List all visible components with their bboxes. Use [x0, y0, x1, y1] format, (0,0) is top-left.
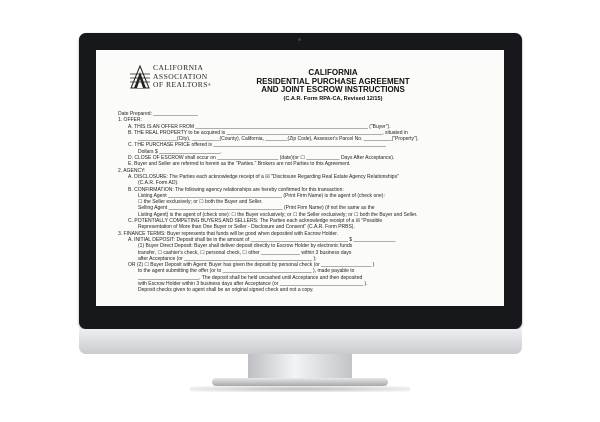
title-line-2: RESIDENTIAL PURCHASE AGREEMENT	[256, 76, 410, 86]
stand-shadow	[190, 386, 410, 392]
document-line: Deposit checks given to agent shall be an original signed check and not a copy.	[138, 287, 314, 294]
document-line: 2. AGENCY:	[118, 167, 146, 174]
webcam-dot	[298, 38, 301, 41]
car-logo-emblem-icon	[129, 64, 151, 90]
document-line: Selling Agent _________________________________________ (Print Firm Name) (if not the same as the	[138, 205, 375, 212]
document-line: after Acceptance (or ______________________________________________ );	[138, 255, 317, 262]
document-line: D. CLOSE OF ESCROW shall occur on ______________________ (date)(or ☐ ____________ Days After Acceptance).	[128, 155, 395, 162]
logo-line-3: OF REALTORS®	[153, 80, 212, 90]
document-line: (1) Buyer Direct Deposit: Buyer shall deliver deposit directly to Escrow Holder by electronic funds	[138, 243, 353, 250]
document-line: A. THIS IS AN OFFER FROM ______________________________________________________________ ("Buyer").	[128, 123, 391, 130]
document-body	[118, 111, 496, 294]
document-line: Listing Agent) is the agent of (check one): ☐ the Buyer exclusively; or ☐ the Seller exclusively; or ☐ both the Buyer and Seller.	[138, 211, 418, 218]
document-line: B. CONFIRMATION: The following agency relationships are hereby confirmed for this transaction:	[128, 186, 344, 193]
monitor-screen	[96, 50, 504, 306]
document-line: C. POTENTIALLY COMPETING BUYERS AND SELLERS: The Parties each acknowledge receipt of a ☒ "Possible	[128, 218, 383, 225]
car-logo	[129, 63, 212, 90]
car-logo-wordmark	[153, 64, 211, 90]
monitor-stand-base	[212, 378, 388, 386]
document-line: Date Prepared: ________________	[118, 111, 198, 117]
document-line: A. INITIAL DEPOSIT: Deposit shall be in the amount of ___________________________________ $ _______________	[128, 236, 396, 243]
document-line: B. THE REAL PROPERTY to be acquired is ________________________________________________________, situated in	[128, 129, 408, 136]
form-subtitle: (C.A.R. Form RPA-CA, Revised 12/15)	[283, 95, 383, 102]
registered-mark: ®	[207, 82, 212, 88]
document-line: ☐ the Seller exclusively; or ☐ both the Buyer and Seller.	[138, 199, 263, 206]
document-line: Representation of More than One Buyer or Seller - Disclosure and Consent" (C.A.R. Form PRBS).	[138, 224, 355, 231]
document-line: Dollars $ ______________________.	[138, 148, 222, 155]
document-line: transfer, ☐ cashier's check, ☐ personal check, ☐ other ______________ within 3 business days	[138, 249, 352, 256]
document-line: ______________(City), __________(County), California, ________(Zip Code), Assessor's Parcel No. __________("Property").	[138, 136, 419, 143]
monitor-stand-neck	[248, 354, 352, 380]
monitor	[79, 33, 522, 329]
document-line: C. THE PURCHASE PRICE offered is ______________________________________________________________	[128, 142, 386, 149]
document-line: OR (2) ☐ Buyer Deposit with Agent: Buyer has given the deposit by personal check (or __________________ )	[128, 262, 375, 269]
logo-line-2: ASSOCIATION	[153, 71, 208, 81]
title-line-1: CALIFORNIA	[308, 68, 358, 77]
document-line: E. Buyer and Seller are referred to herein as the "Parties." Brokers are not Parties to this Agreement.	[128, 161, 351, 168]
document-line: 3. FINANCE TERMS: Buyer represents that funds will be good when deposited with Escrow Holder.	[118, 230, 339, 237]
document-line: to the agent submitting the offer (or to ________________________________ ), made payable to	[138, 268, 355, 275]
document-line: A. DISCLOSURE: The Parties each acknowledge receipt of a ☒ "Disclosure Regarding Real Estate Agency Relationships"	[128, 173, 399, 180]
purchase-agreement-document	[96, 50, 504, 306]
monitor-chin	[79, 329, 522, 354]
document-line: 1. OFFER:	[118, 117, 142, 124]
document-line: with Escrow Holder within 3 business days after Acceptance (or ______________________________ ).	[138, 281, 368, 288]
logo-line-1: CALIFORNIA	[153, 63, 204, 72]
document-line: ______________________. The deposit shall be held uncashed until Acceptance and then deposited	[138, 274, 363, 281]
title-line-3: AND JOINT ESCROW INSTRUCTIONS	[261, 85, 405, 95]
document-line: (C.A.R. Form AD).	[138, 180, 179, 187]
document-title	[228, 69, 438, 103]
document-line: Listing Agent _________________________________________ (Print Firm Name) is the agent of (check one):	[138, 192, 385, 199]
